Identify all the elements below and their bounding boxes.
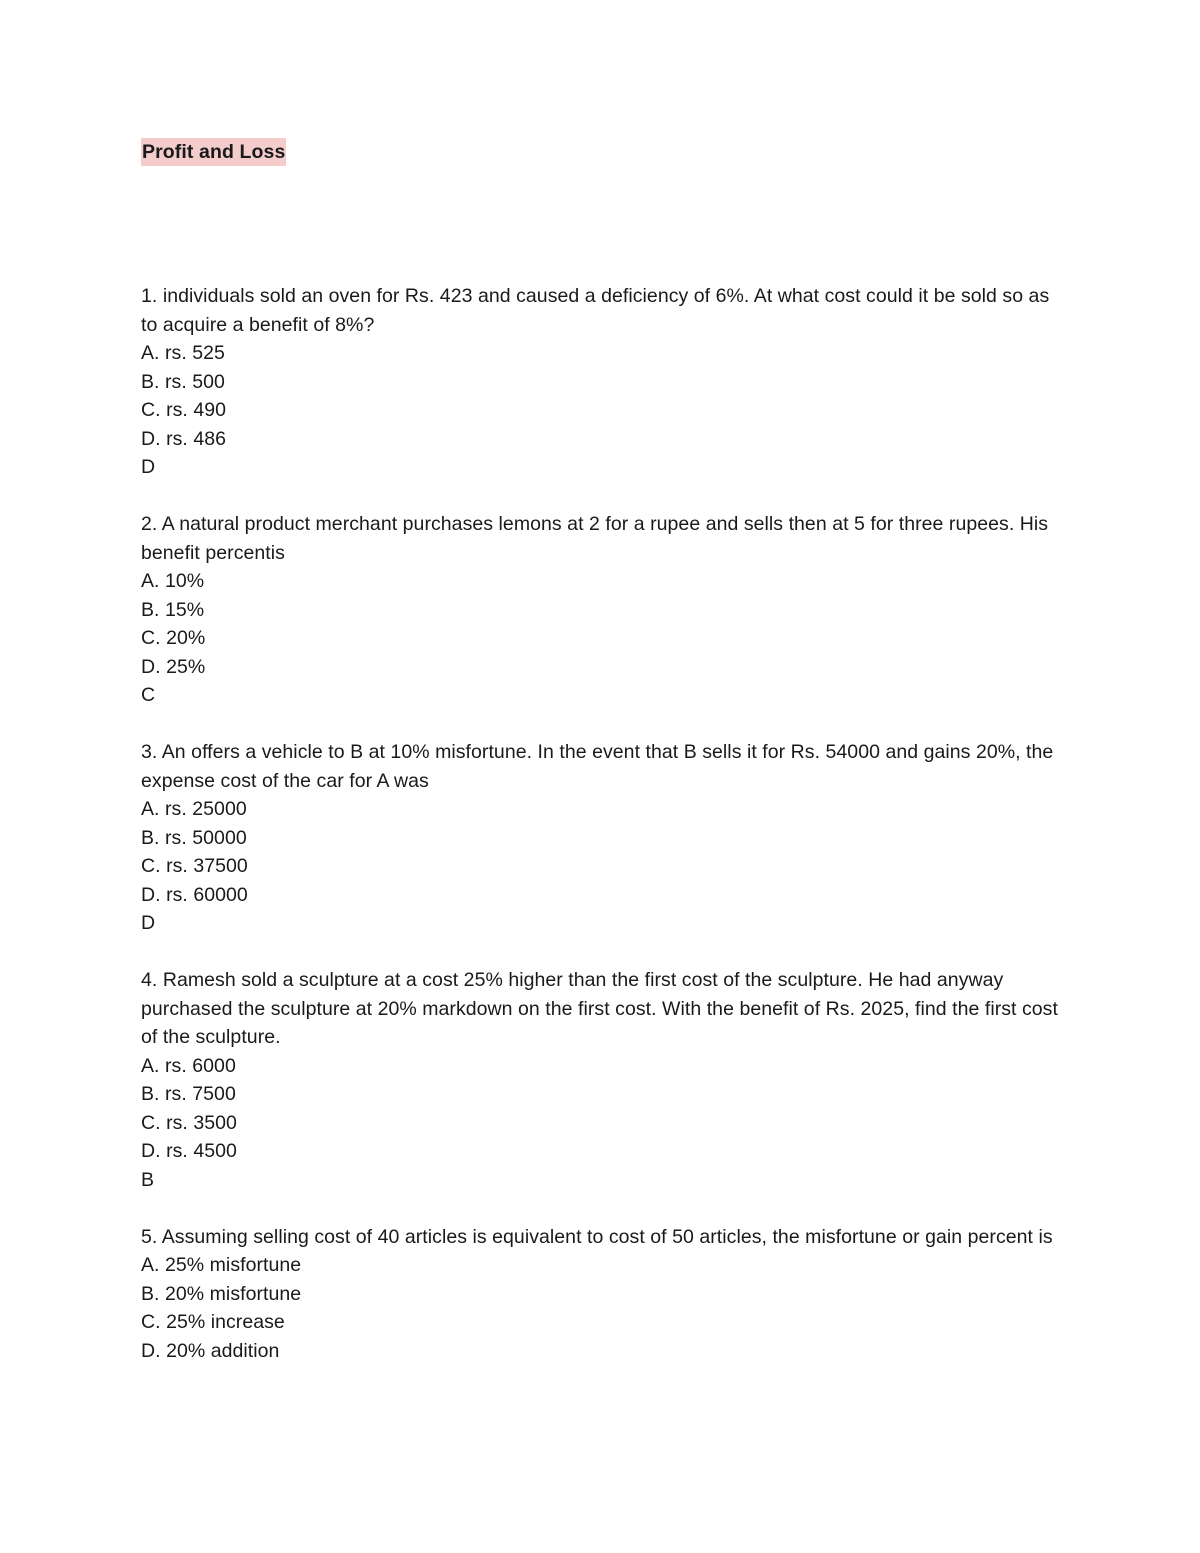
- question-item: [141, 738, 1071, 938]
- option-c: C. 20%: [141, 627, 206, 649]
- question-item: [141, 282, 1071, 482]
- option-a: A. 10%: [141, 570, 205, 592]
- question-text: 4. Ramesh sold a sculpture at a cost 25% higher than the first cost of the sculpture. He had anyway purchased the sculpture at 20% markdown on the first cost. With the benefit of Rs. 2025, find the first cost of the sculpture.: [141, 969, 1058, 1048]
- question-item: [141, 966, 1071, 1194]
- option-a: A. rs. 525: [141, 342, 225, 364]
- option-d: D. rs. 60000: [141, 883, 248, 906]
- question-text: 1. individuals sold an oven for Rs. 423 and caused a deficiency of 6%. At what cost could it be sold so as to acquire a benefit of 8%?: [141, 285, 1050, 336]
- page-title: Profit and Loss: [141, 138, 286, 166]
- question-text: 3. An offers a vehicle to B at 10% misfortune. In the event that B sells it for Rs. 54000 and gains 20%, the expense cost of the car for A was: [141, 741, 1054, 792]
- question-list: [141, 282, 1071, 1365]
- option-d: D. 20% addition: [141, 1339, 280, 1362]
- option-a: A. rs. 25000: [141, 798, 247, 820]
- title-block: [141, 138, 1071, 168]
- question-text: 2. A natural product merchant purchases lemons at 2 for a rupee and sells then at 5 for three rupees. His benefit percentis: [141, 513, 1049, 564]
- option-b: B. rs. 500: [141, 370, 225, 393]
- option-c: C. 25% increase: [141, 1311, 285, 1333]
- option-a: A. 25% misfortune: [141, 1254, 302, 1276]
- option-d: D. rs. 486: [141, 427, 227, 450]
- option-b: B. 20% misfortune: [141, 1282, 302, 1305]
- question-item: [141, 1223, 1071, 1366]
- question-text: 5. Assuming selling cost of 40 articles is equivalent to cost of 50 articles, the misfortune or gain percent is: [141, 1225, 1053, 1248]
- option-d: D. rs. 4500: [141, 1140, 237, 1162]
- option-c: C. rs. 490: [141, 399, 227, 421]
- answer-key: D: [141, 456, 156, 478]
- option-c: C. rs. 37500: [141, 855, 248, 877]
- option-c: C. rs. 3500: [141, 1111, 237, 1134]
- answer-key: D: [141, 912, 156, 934]
- document-page: [141, 138, 1071, 1394]
- question-item: [141, 510, 1071, 710]
- option-d: D. 25%: [141, 655, 206, 678]
- option-b: B. 15%: [141, 598, 205, 621]
- option-b: B. rs. 50000: [141, 826, 247, 849]
- answer-key: B: [141, 1168, 155, 1191]
- option-a: A. rs. 6000: [141, 1054, 236, 1077]
- option-b: B. rs. 7500: [141, 1083, 236, 1105]
- answer-key: C: [141, 684, 156, 706]
